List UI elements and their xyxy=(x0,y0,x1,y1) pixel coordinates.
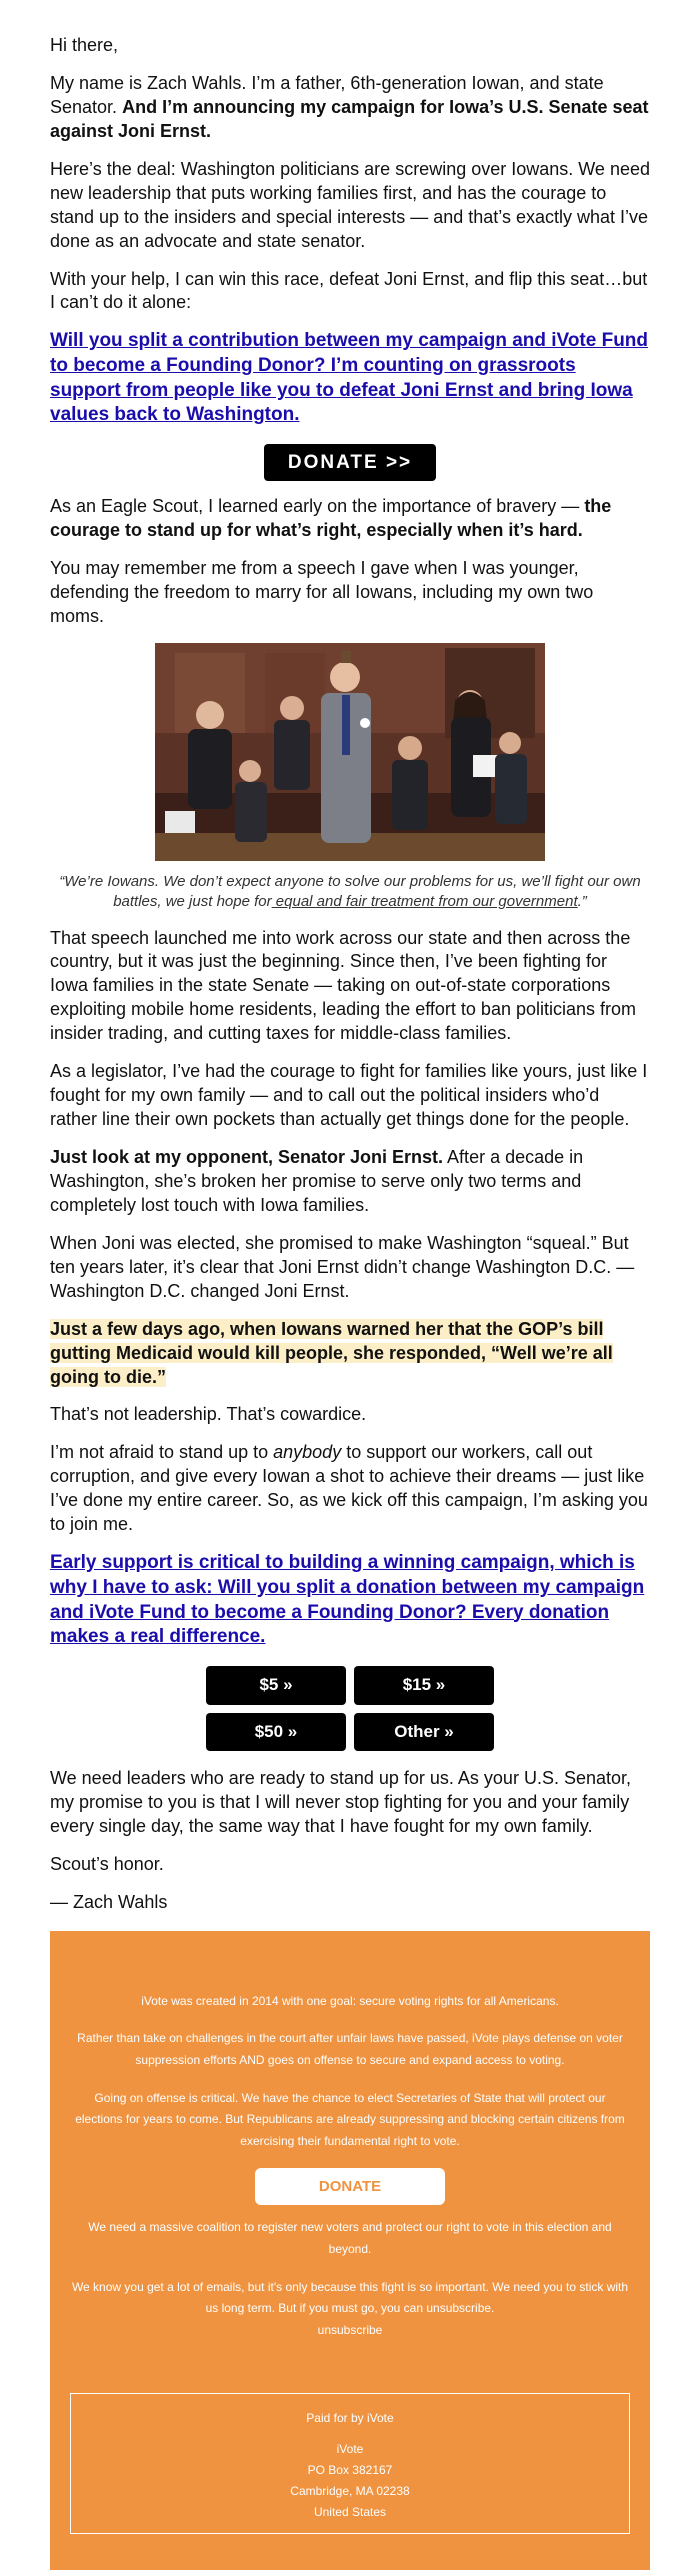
paid-for-by: Paid for by iVote xyxy=(306,2411,394,2426)
email-body xyxy=(50,0,650,2570)
cowardice-paragraph: That’s not leadership. That’s cowardice. xyxy=(50,1404,367,1425)
address-country: United States xyxy=(313,2505,387,2520)
footer xyxy=(50,1931,650,2571)
opponent-bold: Just look at my opponent, Senator Joni Ernst. xyxy=(50,1147,444,1168)
speech-paragraph: You may remember me from a speech I gave when I was younger, defending the freedom to marry for all Iowans, including my own two moms. xyxy=(50,558,594,627)
speech-photo-illustration xyxy=(155,643,545,861)
eagle-scout-text: As an Eagle Scout, I learned early on the importance of bravery — xyxy=(50,496,580,517)
signature: — Zach Wahls xyxy=(50,1891,168,1912)
afraid-paragraph xyxy=(50,1441,650,1537)
early-support-link[interactable]: Early support is critical to building a winning campaign, which is why I have to ask: Will you split a donation between my campaign and iVote Fund to become a Founding Donor? Every donation makes a real difference. xyxy=(50,1552,645,1648)
donate-row xyxy=(50,444,650,481)
caption-text: “We’re Iowans. We don’t expect anyone to solve our problems for us, we’ll fight our own battles, we just hope for xyxy=(59,873,641,911)
address-po-box: PO Box 382167 xyxy=(307,2463,393,2478)
donate-button[interactable]: DONATE >> xyxy=(264,444,436,481)
medicaid-paragraph xyxy=(50,1318,650,1390)
eagle-scout-paragraph xyxy=(50,495,650,543)
photo-caption xyxy=(50,872,650,913)
afraid-end: to support our workers, call out corruption, and give every Iowan a shot to achieve their dreams — just like I’ve done my entire career. So, as we kick off this campaign, I’m asking you to join me. xyxy=(50,1442,648,1535)
opponent-text: After a decade in Washington, she’s broken her promise to serve only two terms and completely lost touch with Iowa families. xyxy=(50,1147,584,1215)
leaders-paragraph: We need leaders who are ready to stand up for us. As your U.S. Senator, my promise to you is that I will never stop fighting for you and your family every single day, the same way that I have fought for my own family. xyxy=(50,1768,632,1836)
intro-text: My name is Zach Wahls. I’m a father, 6th-generation Iowan, and state Senator. xyxy=(50,72,604,117)
footer-coalition: We need a massive coalition to register new voters and protect our right to vote in this election and beyond. xyxy=(88,2220,612,2256)
caption-end: .” xyxy=(577,893,587,911)
help-paragraph: With your help, I can win this race, defeat Joni Ernst, and flip this seat…but I can’t do it alone: xyxy=(50,268,648,313)
founding-donor-link[interactable]: Will you split a contribution between my campaign and iVote Fund to become a Founding Donor? I’m counting on grassroots support from people like you to defeat Joni Ernst and bring Iowa values back to Washington. xyxy=(50,330,649,426)
footer-mission: iVote was created in 2014 with one goal: secure voting rights for all Americans. xyxy=(141,1993,559,2008)
deal-paragraph: Here’s the deal: Washington politicians are screwing over Iowans. We need new leadership that puts working families first, and has the courage to stand up to the insiders and special interests — and that’s exactly what I’ve done as an advocate and state senator. xyxy=(50,158,650,251)
speech-photo xyxy=(155,643,545,861)
launched-paragraph: That speech launched me into work across our state and then across the country, but it was just the beginning. Since then, I’ve been fighting for Iowa families in the state Senate — taking on out-of-state corporations exploiting mobile home residents, leading the effort to ban politicians from insider trading, and cutting taxes for middle-class families. xyxy=(50,927,637,1044)
medicaid-highlight: Just a few days ago, when Iowans warned her that the GOP’s bill gutting Medicaid would kill people, she responded, “Well we’re all going to die.” xyxy=(50,1318,613,1387)
address-org: iVote xyxy=(336,2442,364,2457)
afraid-start: I’m not afraid to stand up to xyxy=(50,1442,274,1463)
caption-link[interactable]: equal and fair treatment from our government xyxy=(271,893,578,911)
donate-15-button[interactable]: $15 » xyxy=(354,1666,494,1705)
greeting: Hi there, xyxy=(50,35,119,55)
footer-donate-button[interactable]: DONATE xyxy=(255,2168,445,2205)
donation-amounts xyxy=(50,1666,650,1751)
afraid-italic: anybody xyxy=(273,1442,342,1463)
donate-other-button[interactable]: Other » xyxy=(354,1713,494,1752)
address-city: Cambridge, MA 02238 xyxy=(290,2484,410,2499)
legislator-paragraph: As a legislator, I’ve had the courage to fight for families like yours, just like I fought for my own family — and to call out the political insiders who’d rather line their own pockets than actually get things done for the people. xyxy=(50,1061,648,1130)
intro-paragraph xyxy=(50,72,650,144)
footer-defense: Rather than take on challenges in the court after unfair laws have passed, iVote plays defense on voter suppression efforts AND goes on offense to secure and expand access to voting. xyxy=(77,2031,623,2067)
footer-address-box xyxy=(70,2393,630,2534)
donate-50-button[interactable]: $50 » xyxy=(206,1713,346,1752)
unsubscribe-link[interactable]: unsubscribe xyxy=(317,2322,383,2337)
donate-5-button[interactable]: $5 » xyxy=(206,1666,346,1705)
footer-offense: Going on offense is critical. We have the chance to elect Secretaries of State that will protect our elections for years to come. But Republicans are already suppressing and blocking certain citizens from exercising their fundamental right to vote. xyxy=(75,2090,625,2148)
speech-photo-wrapper xyxy=(50,643,650,868)
eagle-scout-bold: the courage to stand up for what’s right, especially when it’s hard. xyxy=(50,496,612,541)
scout-honor: Scout’s honor. xyxy=(50,1853,164,1874)
squeal-paragraph: When Joni was elected, she promised to make Washington “squeal.” But ten years later, it’s clear that Joni Ernst didn’t change Washington D.C. — Washington D.C. changed Joni Ernst. xyxy=(50,1232,635,1301)
footer-emails: We know you get a lot of emails, but it's only because this fight is so important. We need you to stick with us long term. But if you must go, you can unsubscribe. xyxy=(71,2279,629,2316)
opponent-paragraph xyxy=(50,1146,650,1218)
intro-announcement: And I’m announcing my campaign for Iowa’s U.S. Senate seat against Joni Ernst. xyxy=(50,96,649,141)
